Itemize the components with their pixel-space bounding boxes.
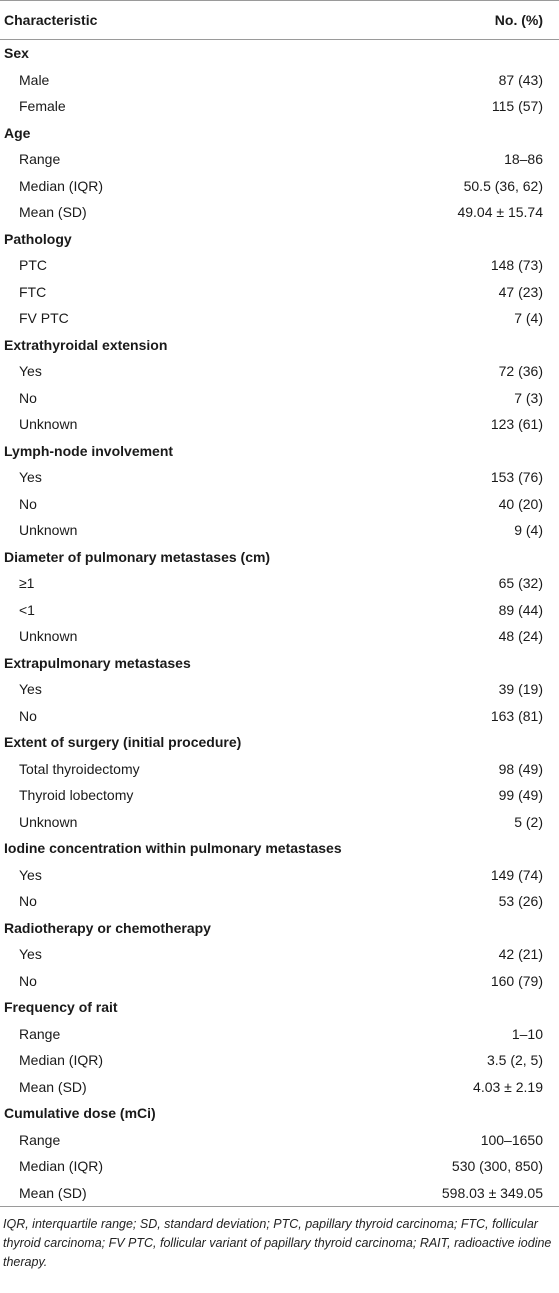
table-row bbox=[0, 782, 559, 809]
table-footnote: IQR, interquartile range; SD, standard deviation; PTC, papillary thyroid carcinoma; FTC, follicular thyroid carcinoma; FV PTC, follicular variant of papillary thyroid carcinoma; RAIT, radioactive iodine therapy. bbox=[3, 1217, 552, 1269]
row-value: 18–86 bbox=[504, 151, 543, 168]
row-label: Unknown bbox=[19, 628, 78, 645]
row-label: Range bbox=[19, 1025, 61, 1042]
row-label: Unknown bbox=[19, 813, 78, 830]
row-value: 1–10 bbox=[511, 1025, 543, 1042]
table-row bbox=[0, 411, 559, 438]
table-row bbox=[0, 67, 559, 94]
section-title: Iodine concentration within pulmonary metastases bbox=[4, 840, 342, 857]
table-row bbox=[0, 305, 559, 332]
row-value: 99 (49) bbox=[498, 787, 543, 804]
section-title: Frequency of rait bbox=[4, 999, 118, 1016]
table-row bbox=[0, 809, 559, 836]
section-row bbox=[0, 332, 559, 359]
table-row bbox=[0, 1180, 559, 1207]
table-row bbox=[0, 517, 559, 544]
row-value: 160 (79) bbox=[490, 972, 543, 989]
row-label: Total thyroidectomy bbox=[19, 760, 140, 777]
table-row bbox=[0, 1074, 559, 1101]
row-label: Yes bbox=[19, 363, 42, 380]
row-label: Thyroid lobectomy bbox=[19, 787, 134, 804]
row-value: 115 (57) bbox=[491, 98, 543, 115]
section-title: Cumulative dose (mCi) bbox=[4, 1105, 156, 1122]
header-value: No. (%) bbox=[494, 12, 543, 28]
row-value: 49.04 ± 15.74 bbox=[457, 204, 543, 221]
section-title: Sex bbox=[4, 45, 29, 62]
table-row bbox=[0, 464, 559, 491]
row-value: 100–1650 bbox=[480, 1131, 543, 1148]
table-row bbox=[0, 358, 559, 385]
row-value: 98 (49) bbox=[498, 760, 543, 777]
table-row bbox=[0, 1021, 559, 1048]
row-value: 148 (73) bbox=[490, 257, 543, 274]
row-value: 123 (61) bbox=[490, 416, 543, 433]
table-row bbox=[0, 623, 559, 650]
table-row bbox=[0, 756, 559, 783]
row-value: 42 (21) bbox=[498, 946, 543, 963]
table-body bbox=[0, 40, 559, 1206]
row-label: Median (IQR) bbox=[19, 1158, 104, 1175]
table-row bbox=[0, 597, 559, 624]
row-value: 72 (36) bbox=[498, 363, 543, 380]
section-row bbox=[0, 994, 559, 1021]
row-value: 7 (4) bbox=[514, 310, 543, 327]
table-header-row bbox=[0, 1, 559, 39]
row-label: PTC bbox=[19, 257, 47, 274]
table-row bbox=[0, 676, 559, 703]
row-label: Yes bbox=[19, 469, 42, 486]
table-row bbox=[0, 888, 559, 915]
table-row bbox=[0, 199, 559, 226]
row-label: Mean (SD) bbox=[19, 1078, 87, 1095]
section-title: Extrapulmonary metastases bbox=[4, 654, 191, 671]
row-label: Range bbox=[19, 1131, 61, 1148]
table-row bbox=[0, 173, 559, 200]
section-title: Radiotherapy or chemotherapy bbox=[4, 919, 211, 936]
table-row bbox=[0, 862, 559, 889]
table-row bbox=[0, 703, 559, 730]
row-value: 4.03 ± 2.19 bbox=[473, 1078, 543, 1095]
row-label: Unknown bbox=[19, 522, 78, 539]
row-label: Mean (SD) bbox=[19, 204, 87, 221]
row-label: Female bbox=[19, 98, 66, 115]
table-row bbox=[0, 941, 559, 968]
section-row bbox=[0, 40, 559, 67]
row-value: 47 (23) bbox=[498, 283, 543, 300]
row-value: 598.03 ± 349.05 bbox=[441, 1184, 543, 1201]
row-label: Range bbox=[19, 151, 61, 168]
row-value: 3.5 (2, 5) bbox=[486, 1052, 543, 1069]
row-value: 530 (300, 850) bbox=[451, 1158, 543, 1175]
table-row bbox=[0, 1127, 559, 1154]
row-value: 48 (24) bbox=[498, 628, 543, 645]
row-value: 50.5 (36, 62) bbox=[463, 177, 543, 194]
section-row bbox=[0, 1100, 559, 1127]
table-row bbox=[0, 252, 559, 279]
section-row bbox=[0, 438, 559, 465]
row-value: 9 (4) bbox=[514, 522, 543, 539]
row-label: FV PTC bbox=[19, 310, 69, 327]
row-value: 89 (44) bbox=[498, 601, 543, 618]
section-title: Lymph-node involvement bbox=[4, 442, 174, 459]
row-label: Median (IQR) bbox=[19, 1052, 104, 1069]
row-label: Male bbox=[19, 71, 50, 88]
row-value: 149 (74) bbox=[490, 866, 543, 883]
row-label: No bbox=[19, 389, 37, 406]
section-title: Diameter of pulmonary metastases (cm) bbox=[4, 548, 271, 565]
section-title: Extrathyroidal extension bbox=[4, 336, 168, 353]
table-row bbox=[0, 570, 559, 597]
section-title: Pathology bbox=[4, 230, 72, 247]
row-label: Yes bbox=[19, 681, 42, 698]
section-row bbox=[0, 544, 559, 571]
row-value: 40 (20) bbox=[498, 495, 543, 512]
row-value: 7 (3) bbox=[514, 389, 543, 406]
section-title: Extent of surgery (initial procedure) bbox=[4, 734, 242, 751]
section-row bbox=[0, 915, 559, 942]
row-label: No bbox=[19, 972, 37, 989]
row-label: Yes bbox=[19, 946, 42, 963]
table-row bbox=[0, 146, 559, 173]
table-row bbox=[0, 93, 559, 120]
row-value: 39 (19) bbox=[498, 681, 543, 698]
row-value: 163 (81) bbox=[490, 707, 543, 724]
section-title: Age bbox=[4, 124, 31, 141]
row-value: 5 (2) bbox=[514, 813, 543, 830]
table-row bbox=[0, 1153, 559, 1180]
section-row bbox=[0, 650, 559, 677]
row-value: 53 (26) bbox=[498, 893, 543, 910]
section-row bbox=[0, 729, 559, 756]
section-row bbox=[0, 835, 559, 862]
row-label: No bbox=[19, 893, 37, 910]
row-label: FTC bbox=[19, 283, 47, 300]
row-label: Unknown bbox=[19, 416, 78, 433]
section-row bbox=[0, 226, 559, 253]
row-label: No bbox=[19, 707, 37, 724]
table-row bbox=[0, 385, 559, 412]
table-row bbox=[0, 1047, 559, 1074]
row-value: 153 (76) bbox=[490, 469, 543, 486]
row-label: Median (IQR) bbox=[19, 177, 104, 194]
row-label: <1 bbox=[19, 601, 35, 618]
row-value: 87 (43) bbox=[498, 71, 543, 88]
table-row bbox=[0, 279, 559, 306]
row-label: Yes bbox=[19, 866, 42, 883]
row-label: ≥1 bbox=[19, 575, 35, 592]
row-label: Mean (SD) bbox=[19, 1184, 87, 1201]
row-value: 65 (32) bbox=[498, 575, 543, 592]
section-row bbox=[0, 120, 559, 147]
row-label: No bbox=[19, 495, 37, 512]
table-row bbox=[0, 968, 559, 995]
table-row bbox=[0, 491, 559, 518]
header-characteristic: Characteristic bbox=[4, 12, 98, 28]
